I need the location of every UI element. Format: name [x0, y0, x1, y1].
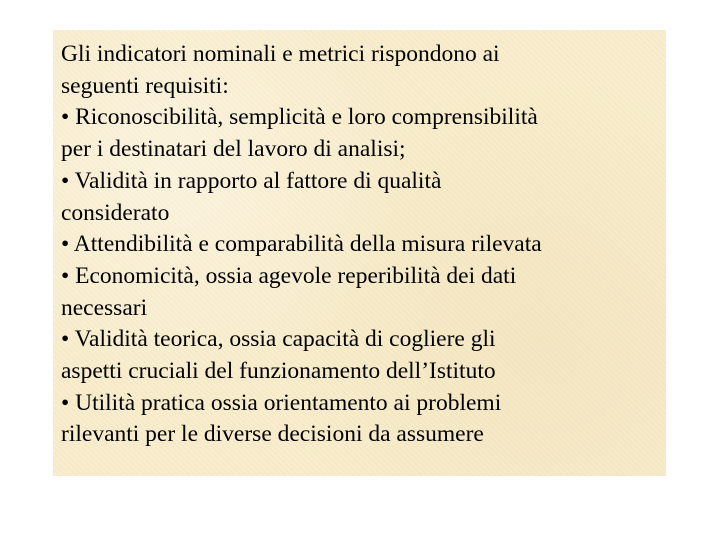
- bullet-practical-utility-line-1: • Utilità pratica ossia orientamento ai problemi: [61, 389, 502, 416]
- bullet-economy-line-2: necessari: [61, 294, 148, 321]
- intro-line-2: seguenti requisiti:: [61, 72, 229, 99]
- bullet-recognizability-line-2: per i destinatari del lavoro di analisi;: [61, 136, 406, 163]
- bullet-practical-utility-line-2: rilevanti per le diverse decisioni da assumere: [61, 421, 484, 448]
- intro-line-1: Gli indicatori nominali e metrici rispondono ai: [61, 41, 500, 67]
- bullet-validity-line-2: considerato: [61, 199, 170, 226]
- bullet-recognizability-line-1: • Riconoscibilità, semplicità e loro comprensibilità: [61, 104, 538, 131]
- bullet-theoretical-validity-line-2: aspetti cruciali del funzionamento dell’Istituto: [61, 358, 496, 385]
- bullet-theoretical-validity-line-1: • Validità teorica, ossia capacità di cogliere gli: [61, 326, 496, 353]
- bullet-reliability-line: • Attendibilità e comparabilità della misura rilevata: [61, 231, 542, 258]
- bullet-economy-line-1: • Economicità, ossia agevole reperibilità dei dati: [61, 262, 517, 289]
- requirements-text-box: [53, 30, 666, 476]
- bullet-validity-line-1: • Validità in rapporto al fattore di qualità: [61, 167, 442, 194]
